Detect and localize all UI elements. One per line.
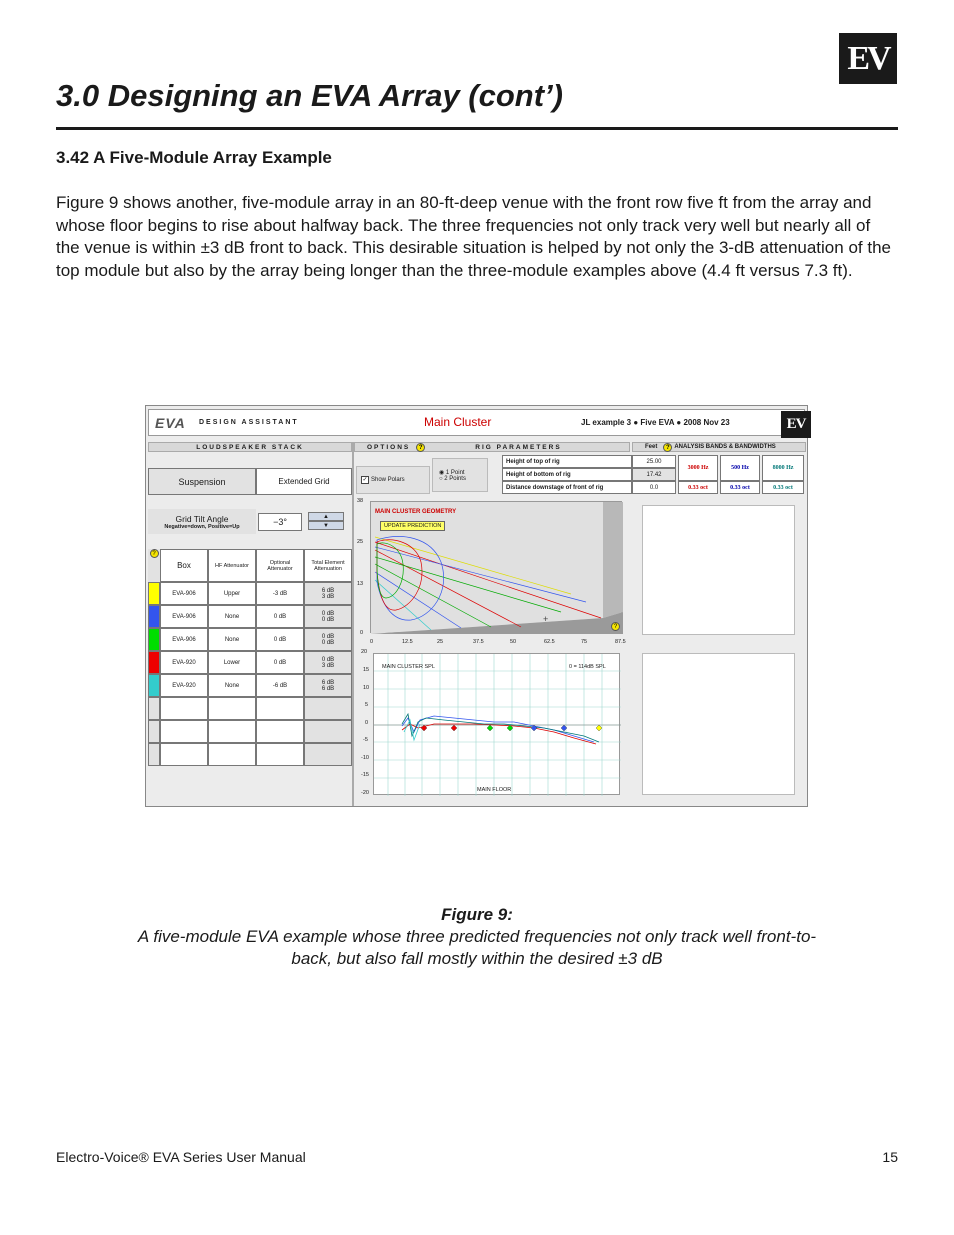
total-lf: 0 dB [321, 616, 335, 623]
column-divider [352, 442, 354, 806]
tilt-up-button[interactable]: ▲ [308, 512, 344, 521]
x-tick: 75 [581, 639, 588, 645]
tilt-label: Grid Tilt Angle [175, 513, 229, 524]
eva-design-assistant-figure [145, 405, 808, 807]
x-tick: 12.5 [402, 639, 413, 645]
radio-empty-icon[interactable]: ○ [439, 475, 443, 482]
empty-cell[interactable] [160, 697, 208, 720]
empty-cell[interactable] [208, 697, 256, 720]
tilt-angle-field[interactable]: −3° [258, 513, 302, 531]
empty-cell[interactable] [256, 697, 304, 720]
options-bar [354, 442, 630, 452]
band-freq[interactable]: 3000 Hz [678, 455, 718, 481]
geometry-plot [370, 501, 622, 633]
x-tick: 25 [437, 639, 444, 645]
module-aim-marker [596, 725, 602, 731]
help-icon[interactable]: ? [611, 622, 620, 631]
feet-label: Feet [645, 444, 658, 450]
x-tick: 0 [370, 639, 374, 645]
empty-cell[interactable] [160, 743, 208, 766]
x-tick: 50 [510, 639, 517, 645]
bandwidth-unit: oct [742, 484, 750, 491]
listener-marker: + [543, 614, 549, 624]
x-tick: 37.5 [473, 639, 484, 645]
empty-cell[interactable] [256, 743, 304, 766]
spl-y-tick: -10 [361, 755, 369, 761]
spl-curve-8000hz [402, 714, 599, 742]
row-box[interactable]: EVA-906 [160, 605, 208, 628]
bandwidth-value: 0.33 [688, 484, 699, 491]
row-color-swatch [148, 605, 160, 628]
total-lf: 0 dB [321, 639, 335, 646]
rig-row-label: Distance downstage of front of rig [502, 481, 632, 494]
page-title: 3.0 Designing an EVA Array (cont’) [56, 78, 564, 113]
empty-swatch [148, 743, 160, 766]
footer-manual-title: Electro-Voice® EVA Series User Manual [56, 1149, 306, 1165]
app-brand: EVA [155, 415, 186, 431]
point-options [432, 458, 488, 492]
spl-graphic [374, 654, 621, 796]
row-box[interactable]: EVA-906 [160, 628, 208, 651]
spl-reference: 0 = 114dB SPL [569, 664, 606, 670]
row-total [304, 582, 352, 605]
suspension-select[interactable]: Extended Grid [256, 468, 352, 495]
spl-y-tick: 20 [361, 649, 368, 655]
row-color-swatch [148, 582, 160, 605]
empty-cell[interactable] [160, 720, 208, 743]
row-color-swatch [148, 651, 160, 674]
geo-y-tick: 0 [360, 630, 364, 636]
row-total [304, 674, 352, 697]
row-total [304, 605, 352, 628]
total-hf: 0 dB [321, 610, 335, 617]
app-ev-logo: EV [781, 411, 811, 438]
col-header-optional: Optional Attenuator [256, 549, 304, 582]
bandwidth-value: 0.33 [730, 484, 741, 491]
spl-plot [373, 653, 620, 795]
show-polars-option[interactable] [356, 466, 430, 494]
row-optional[interactable]: 0 dB [256, 651, 304, 674]
update-prediction-button[interactable]: UPDATE PREDICTION [380, 521, 445, 531]
geometry-title: MAIN CLUSTER GEOMETRY [375, 509, 457, 515]
row-optional[interactable]: 0 dB [256, 628, 304, 651]
body-paragraph: Figure 9 shows another, five-module array in an 80-ft-deep venue with the front row five ft from the array and whose floor begins to rise about halfway back. The three frequencies not only track very well but nearly all of the venue is within ±3 dB front to back. This desirable situation is helped by not only the 3-dB attenuation of the top module but also by the array being longer than the three-module examples above (4.4 ft versus 7.3 ft). [56, 193, 891, 280]
help-icon[interactable]: ? [416, 443, 425, 452]
band-freq[interactable]: 8000 Hz [762, 455, 804, 481]
col-header-total: Total Element Attenuation [304, 549, 352, 582]
total-lf: 3 dB [321, 593, 335, 600]
total-hf: 0 dB [321, 633, 335, 640]
rig-row-value[interactable]: 25.00 [632, 455, 676, 468]
row-hf[interactable]: None [208, 628, 256, 651]
loudspeaker-stack-label: LOUDSPEAKER STACK [196, 443, 304, 451]
row-hf[interactable]: None [208, 605, 256, 628]
geo-y-tick: 13 [357, 581, 364, 587]
section-heading: 3.42 A Five-Module Array Example [56, 148, 332, 167]
figure-caption [120, 904, 834, 970]
floor-label: MAIN FLOOR [477, 787, 512, 793]
empty-swatch [148, 697, 160, 720]
spl-y-tick: -15 [361, 772, 369, 778]
rig-row-label: Height of top of rig [502, 455, 632, 468]
col-header-hf: HF Attenuator [208, 549, 256, 582]
band-bandwidth[interactable] [678, 481, 718, 494]
app-header [148, 409, 805, 436]
row-color-swatch [148, 628, 160, 651]
x-tick: 62.5 [544, 639, 555, 645]
caption-text: A five-module EVA example whose three predicted frequencies not only track well front-to-back, but also fall mostly within the desired ±3 dB [137, 927, 817, 968]
tilt-label-box [148, 509, 256, 534]
empty-cell[interactable] [208, 720, 256, 743]
checkbox-checked-icon[interactable]: ✓ [362, 477, 368, 483]
x-tick: 87.5 [615, 639, 626, 645]
suspension-label: Suspension [148, 468, 256, 495]
total-hf: 6 dB [321, 679, 335, 686]
spl-y-tick: 0 [365, 720, 369, 726]
spl-y-tick: -5 [363, 737, 368, 743]
analysis-label: ANALYSIS BANDS & BANDWIDTHS [674, 444, 776, 450]
loudspeaker-stack-bar [148, 442, 352, 452]
page-number: 15 [882, 1149, 898, 1165]
empty-cell[interactable] [208, 743, 256, 766]
two-points-label: 2 Points [444, 475, 466, 482]
bandwidth-unit: oct [785, 484, 793, 491]
project-name: JL example 3 ● Five EVA ● 2008 Nov 23 [581, 418, 730, 427]
venue-wall [603, 502, 623, 618]
help-icon[interactable]: ? [663, 443, 672, 452]
show-polars-label: Show Polars [371, 477, 405, 483]
module-aim-marker [487, 725, 493, 731]
col-header-box: Box [160, 549, 208, 582]
geo-y-tick: 38 [357, 498, 364, 504]
geo-y-tick: 25 [357, 539, 364, 545]
empty-cell [304, 743, 352, 766]
spl-y-tick: 15 [363, 667, 370, 673]
cluster-name: Main Cluster [424, 415, 492, 429]
bandwidth-unit: oct [700, 484, 708, 491]
module-aim-marker [451, 725, 457, 731]
table-help [148, 549, 160, 582]
analysis-bar [632, 442, 806, 452]
one-point-option[interactable] [439, 469, 465, 476]
row-hf[interactable]: Upper [208, 582, 256, 605]
spl-title: MAIN CLUSTER SPL [382, 664, 435, 670]
tilt-sublabel: Negative=down, Positive=Up [164, 523, 240, 530]
row-color-swatch [148, 674, 160, 697]
two-points-option[interactable] [439, 476, 466, 482]
band-bandwidth[interactable] [720, 481, 760, 494]
polar-panel [642, 505, 795, 635]
row-box[interactable]: EVA-920 [160, 674, 208, 697]
spl-y-tick: 10 [363, 685, 370, 691]
info-panel [642, 653, 795, 795]
empty-cell[interactable] [256, 720, 304, 743]
rig-parameters-label: RIG PARAMETERS [475, 443, 562, 451]
one-point-label: 1 Point [445, 469, 465, 476]
row-optional[interactable]: -6 dB [256, 674, 304, 697]
empty-swatch [148, 720, 160, 743]
row-optional[interactable]: 0 dB [256, 605, 304, 628]
radio-selected-icon[interactable]: ◉ [439, 469, 445, 476]
empty-cell [304, 697, 352, 720]
total-hf: 6 dB [321, 587, 335, 594]
rig-row-label: Height of bottom of rig [502, 468, 632, 481]
ev-logo: EV [839, 33, 897, 84]
row-box[interactable]: EVA-920 [160, 651, 208, 674]
row-optional[interactable]: -3 dB [256, 582, 304, 605]
total-lf: 3 dB [321, 662, 335, 669]
total-hf: 0 dB [321, 656, 335, 663]
options-label: OPTIONS [367, 443, 411, 451]
spl-y-tick: 5 [365, 702, 369, 708]
rig-row-value[interactable]: 0.0 [632, 481, 676, 494]
row-total [304, 651, 352, 674]
app-brand-subtitle: DESIGN ASSISTANT [199, 419, 299, 426]
title-rule [56, 127, 898, 130]
help-icon[interactable]: ? [150, 549, 159, 558]
tilt-down-button[interactable]: ▼ [308, 521, 344, 530]
row-hf[interactable]: None [208, 674, 256, 697]
empty-cell [304, 720, 352, 743]
band-freq[interactable]: 500 Hz [720, 455, 760, 481]
row-box[interactable]: EVA-906 [160, 582, 208, 605]
caption-title: Figure 9: [441, 905, 513, 924]
total-lf: 6 dB [321, 685, 335, 692]
rig-row-value: 17.42 [632, 468, 676, 481]
row-hf[interactable]: Lower [208, 651, 256, 674]
band-bandwidth[interactable] [762, 481, 804, 494]
row-total [304, 628, 352, 651]
spl-y-tick: -20 [361, 790, 369, 796]
bandwidth-value: 0.33 [773, 484, 784, 491]
